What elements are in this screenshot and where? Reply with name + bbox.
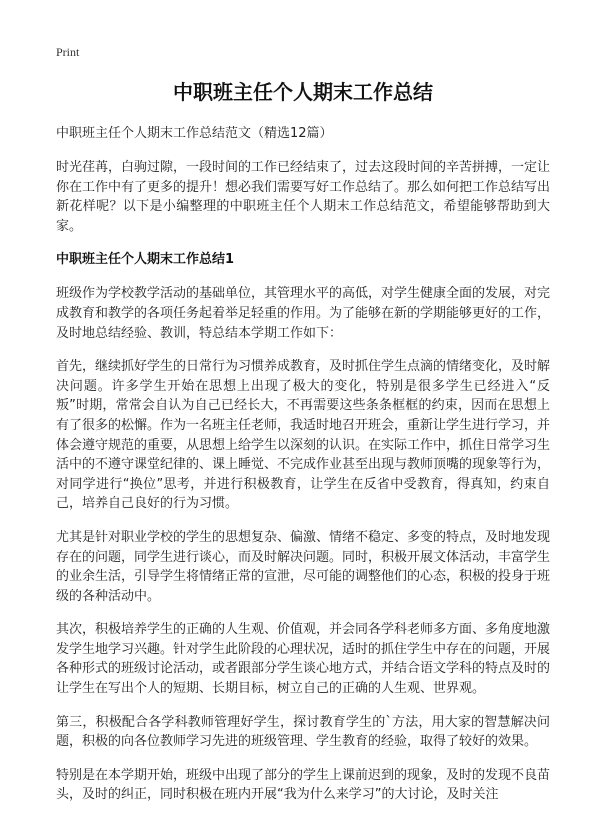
body-paragraph-3: 尤其是针对职业学校的学生的思想复杂、偏激、情绪不稳定、多变的特点，及时地发现存在的问题，同学生进行谈心，而及时解决问题。同时，积极开展文体活动，丰富学生的业余生活，引导学生将情绪正常的宣泄，尽可能的调整他们的心态，积极的投身于班级的各种活动中。: [56, 529, 551, 604]
body-paragraph-5: 第三，积极配合各学科教师管理好学生，探讨教育学生的`方法，用大家的智慧解决问题，积极的向各位教师学习先进的班级管理、学生教育的经验，取得了较好的效果。: [56, 714, 550, 750]
intro-paragraph: 时光荏苒，白驹过隙，一段时间的工作已经结束了，过去这段时间的辛苦拼搏，一定让你在工作中有了更多的提升！想必我们需要写好工作总结了。那么如何把工作总结写出新花样呢？以下是小编整理的中职班主任个人期末工作总结范文，希望能够帮助到大家。: [56, 160, 551, 234]
section-heading: 中职班主任个人期末工作总结1: [56, 252, 235, 268]
body-paragraph-6: 特别是在本学期开始，班级中出现了部分的学生上课前迟到的现象，及时的发现不良苗头，及时的纠正，同时积极在班内开展“我为什么来学习”的大讨论，及时关注: [56, 767, 551, 803]
document-title: 中职班主任个人期末工作总结: [173, 80, 433, 104]
print-label: Print: [56, 45, 80, 59]
document-subtitle: 中职班主任个人期末工作总结范文（精选12篇）: [56, 126, 333, 141]
body-paragraph-1: 班级作为学校教学活动的基础单位，其管理水平的高低，对学生健康全面的发展，对完成教育和教学的各项任务起着举足轻重的作用。为了能够在新的学期能够更好的工作，及时地总结经验、教训，特总结本学期工作如下：: [56, 286, 551, 341]
body-paragraph-2: 首先，继续抓好学生的日常行为习惯养成教育，及时抓住学生点滴的情绪变化，及时解决问题。许多学生开始在思想上出现了极大的变化，特别是很多学生已经进入“反叛”时期，常常会自认为自己已经长大，不再需要这些条条框框的约束，因而在思想上有了很多的松懈。作为一名班主任老师，我适时地召开班会，重新让学生进行学习，并体会遵守规范的重要，从思想上给学生以深刻的认识。在实际工作中，抓住日常学习生活中的不遵守课堂纪律的、课上睡觉、不完成作业甚至出现与教师顶嘴的现象等行为，对同学进行“换位”思考，并进行积极教育，让学生在反省中受教育，得真知，约束自己，培养自己良好的行为习惯。: [56, 359, 551, 512]
body-paragraph-4: 其次，积极培养学生的正确的人生观、价值观，并会同各学科老师多方面、多角度地激发学生地学习兴趣。针对学生此阶段的心理状况，适时的抓住学生中存在的问题，开展各种形式的班级讨论活动，或者跟部分学生谈心地方式，并结合语文学科的特点及时的让学生在写出个人的短期、长期目标，树立自己的正确的人生观、世界观。: [56, 622, 551, 697]
